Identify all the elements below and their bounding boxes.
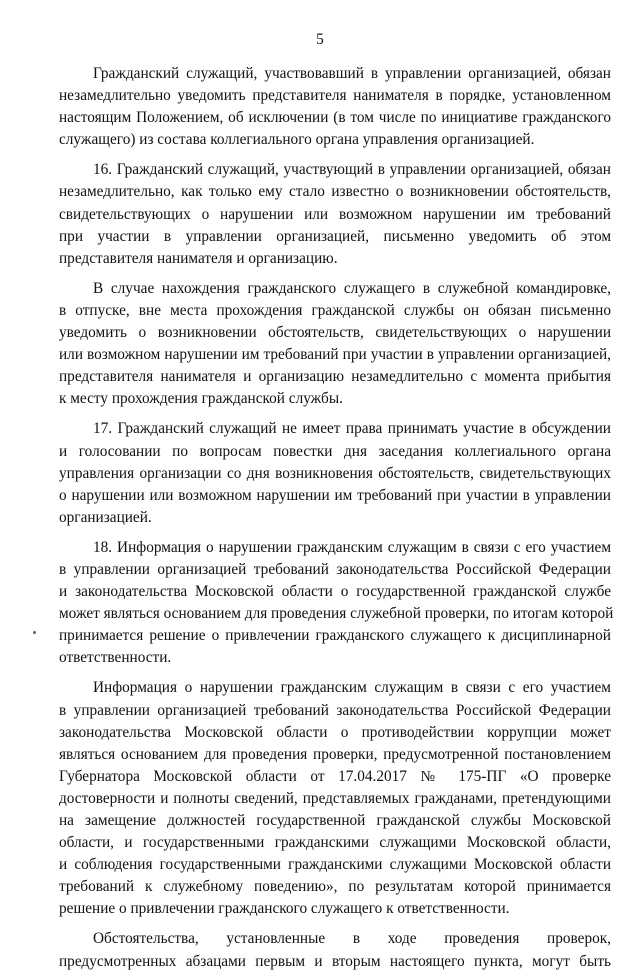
page-number: 5 (316, 31, 324, 48)
text-line: на замещение должностей государственной гражданской службы Московской (59, 812, 611, 829)
text-line: к месту прохождения гражданской службы. (59, 390, 343, 408)
text-line: 16. Гражданский служащий, участвующий в управлении организацией, обязан (93, 161, 611, 179)
text-line: организацией. (59, 508, 152, 526)
text-line: и голосовании по вопросам повестки дня заседания коллегиального органа (59, 442, 611, 460)
text-line: В случае нахождения гражданского служащего в служебной командировке, (93, 279, 611, 297)
text-line: в управлении организацией требований законодательства Российской Федерации (59, 701, 611, 719)
paragraph-gap (0, 270, 640, 278)
text-line: решение о привлечении гражданского служащего к ответственности. (59, 900, 510, 918)
text-line: представителя нанимателя и организацию. (59, 249, 338, 267)
text-line: служащего) из состава коллегиального органа управления организацией. (59, 131, 535, 149)
text-line: предусмотренных абзацами первым и вторым настоящего пункта, могут быть (59, 952, 611, 970)
text-line: настоящим Положением, об исключении (в том числе по инициативе гражданского (59, 109, 611, 127)
text-line: свидетельствующих о нарушении или возможном нарушении им требований (59, 205, 611, 223)
text-line: о нарушении или возможном нарушении им требований при участии в управлении (59, 486, 611, 504)
text-line: незамедлительно уведомить представителя нанимателя в порядке, установленном (59, 87, 611, 105)
text-line: Губернатора Московской области от 17.04.2017 № 175-ПГ «О проверке (59, 767, 611, 785)
text-line: или возможном нарушении им требований при участии в управлении организацией, (59, 346, 611, 364)
text-line: 17. Гражданский служащий не имеет права принимать участие в обсуждении (93, 420, 611, 438)
text-line: достоверности и полноты сведений, представляемых гражданами, претендующими (59, 789, 611, 807)
text-line: Обстоятельства, установленные в ходе проведения проверок, (93, 930, 611, 948)
text-line: и соблюдения государственными гражданскими служащими Московской области (59, 856, 611, 874)
text-line: Информация о нарушении гражданским служащим в связи с его участием (93, 679, 611, 697)
paragraph-gap (0, 920, 640, 928)
text-line: в управлении организацией требований законодательства Российской Федерации (59, 560, 611, 578)
paragraph (0, 418, 640, 528)
text-line: при участии в управлении организацией, письменно уведомить об этом (59, 227, 611, 245)
text-line: и законодательства Московской области о государственной гражданской службе (59, 583, 611, 601)
paragraph-gap (0, 151, 640, 159)
text-line: в отпуске, вне места прохождения гражданской службы он обязан письменно (59, 301, 611, 319)
text-line: законодательства Московской области о противодействии коррупции может (59, 723, 611, 741)
text-line: управления организации со дня возникновения обстоятельств, свидетельствующих (59, 464, 611, 482)
text-line: незамедлительно, как только ему стало известно о возникновении обстоятельств, (59, 183, 611, 201)
paragraph (0, 537, 640, 670)
paragraph (0, 63, 640, 151)
document-body (0, 63, 640, 973)
text-line: уведомить о возникновении обстоятельств, свидетельствующих о нарушении (59, 324, 611, 342)
text-line: принимается решение о привлечении гражданского служащего к дисциплинарной (59, 627, 611, 645)
paragraph-gap (0, 410, 640, 418)
paragraph-gap (0, 529, 640, 537)
paragraph (0, 159, 640, 269)
paragraph-gap (0, 669, 640, 677)
text-line: представителя нанимателя и организацию незамедлительно с момента прибытия (59, 368, 611, 386)
paragraph (0, 928, 640, 972)
text-line: Гражданский служащий, участвовавший в управлении организацией, обязан (93, 65, 611, 82)
text-line: требований к служебному поведению», по результатам которой принимается (59, 878, 611, 896)
paragraph (0, 278, 640, 411)
text-line: ответственности. (59, 649, 172, 667)
paragraph (0, 677, 640, 920)
text-line: являться основанием для проведения проверки, предусмотренной постановлением (59, 745, 611, 763)
text-line: может являться основанием для проведения служебной проверки, по итогам которой (59, 605, 614, 623)
text-line: области, и государственными гражданскими служащими Московской области, (59, 834, 611, 852)
text-line: 18. Информация о нарушении гражданским служащим в связи с его участием (93, 538, 611, 556)
